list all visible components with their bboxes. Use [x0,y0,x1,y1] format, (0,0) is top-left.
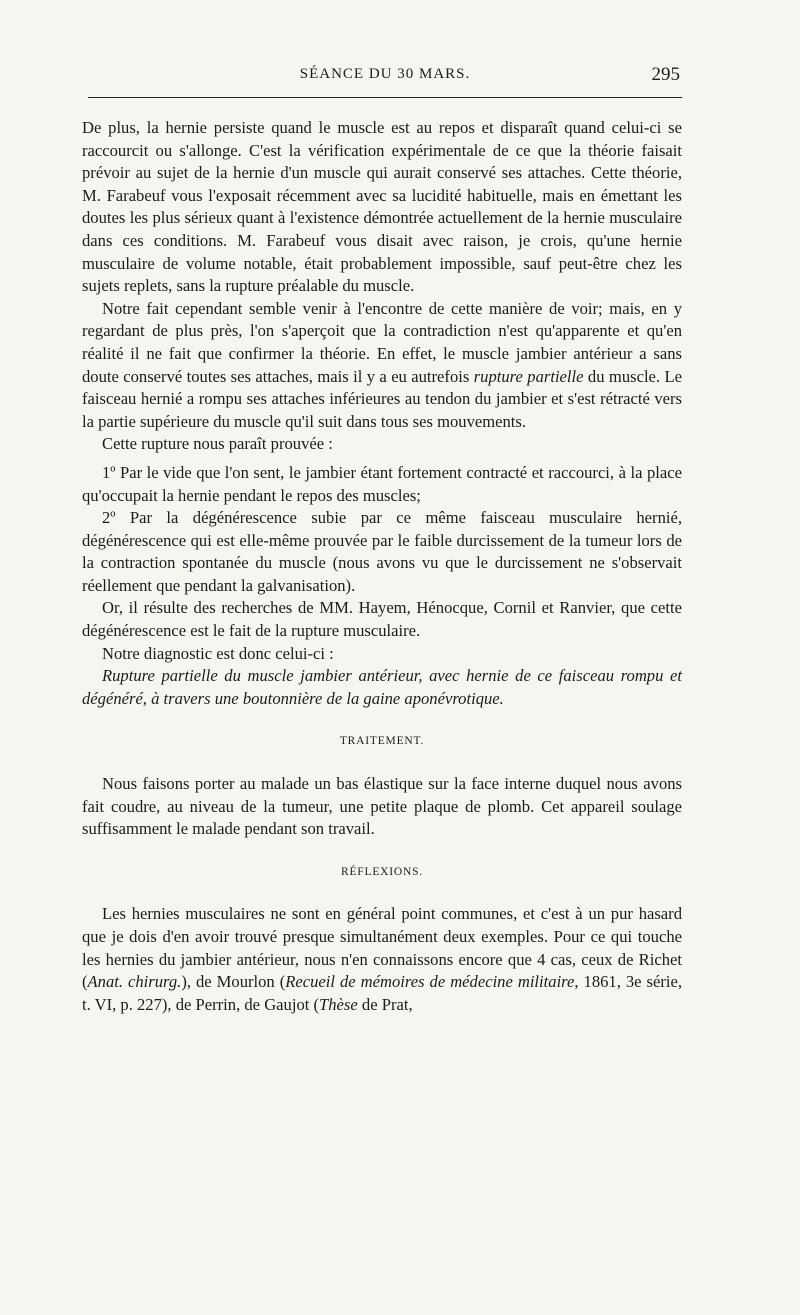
paragraph-7: Notre diagnostic est donc celui-ci : [102,643,334,663]
page-number: 295 [651,64,680,85]
paragraph-6: Or, il résulte des recherches de MM. Hayem, Hénocque, Cornil et Ranvier, que cette dégénérescence est le fait de la rupture musculaire. [82,598,682,641]
body-text [82,117,682,1016]
paragraph-8: Nous faisons porter au malade un bas élastique sur la face interne duquel nous avons fait coudre, au niveau de la tumeur, une petite plaque de plomb. Cet appareil soulage suffisamment le malade pendant son travail. [82,774,682,839]
section-heading-traitement: TRAITEMENT. [339,735,425,748]
italic-anat-chirurg: Anat. chirurg. [87,972,182,992]
paragraph-2-text: Notre fait cependant semble venir à l'encontre de cette manière de voir; mais, en y regardant de plus près, l'on s'aperçoit que la contradiction n'est qu'apparente et qu'en réalité il ne fait que confirmer la théorie. En effet, le muscle jambier antérieur a sans doute conservé toutes ses attaches, mais il y a eu autrefois [82,298,682,386]
italic-these: Thèse [319,994,358,1014]
italic-recueil: Recueil de mémoires de médecine militaire [285,972,575,992]
header-rule [88,97,682,98]
paragraph-9-b: ), de Mourlon ( [181,972,286,992]
paragraph-9-d: de Prat, [357,994,413,1014]
paragraph-9-a: Les hernies musculaires ne sont en général point communes, et c'est à un pur hasard que je dois d'en avoir trouvé presque simultanément deux exemples. Pour ce qui touche les hernies du jambier antérieur, nous n'en connaissons encore que 4 cas, ceux de Richet ( [82,904,682,992]
italic-rupture-partielle: rupture partielle [473,366,584,386]
paragraph-2 [82,298,682,434]
paragraph-9 [82,903,682,1016]
paragraph-5: 2º Par la dégénérescence subie par ce même faisceau musculaire hernié, dégénérescence qui est elle-même prouvée par le faible durcissement de la tumeur lors de la contraction spontanée du muscle (nous avons vu que le durcissement ne s'observait réellement que pendant la galvanisation). [82,508,682,595]
paragraph-1: De plus, la hernie persiste quand le muscle est au repos et disparaît quand celui-ci se raccourcit ou s'allonge. C'est la vérification expérimentale de ce que la théorie faisait prévoir au sujet de la hernie d'un muscle qui aurait conservé ses attaches. Cette théorie, M. Farabeuf vous l'exposait récemment avec sa lucidité habituelle, mais en émettant les doutes les plus sérieux quant à l'existence démontrée actuellement de la hernie musculaire dans ces conditions. M. Farabeuf vous disait avec raison, je crois, qu'une hernie musculaire de volume notable, était probablement impossible, sauf peut-être chez les sujets replets, sans la rupture préalable du muscle. [82,118,682,296]
diagnosis: Rupture partielle du muscle jambier antérieur, avec hernie de ce faisceau rompu et dégénéré, à travers une boutonnière de la gaine aponévrotique. [82,666,682,708]
paragraph-4: 1º Par le vide que l'on sent, le jambier étant fortement contracté et raccourci, à la place qu'occupait la hernie pendant le repos des muscles; [82,462,682,505]
running-title: SÉANCE DU 30 MARS. [299,66,471,82]
paragraph-2-cont: du muscle. Le faisceau hernié a rompu ses attaches inférieures au tendon du jambier et s'est rétracté vers la partie supérieure du muscle qu'il suit dans tous ses mouvements. [82,366,682,431]
paragraph-9-c: , 1861, 3e série, t. VI, p. 227), de Perrin, de Gaujot ( [82,972,682,1014]
paragraph-3: Cette rupture nous paraît prouvée : [102,434,333,454]
running-head [88,64,682,94]
section-heading-reflexions: RÉFLEXIONS. [341,865,423,878]
